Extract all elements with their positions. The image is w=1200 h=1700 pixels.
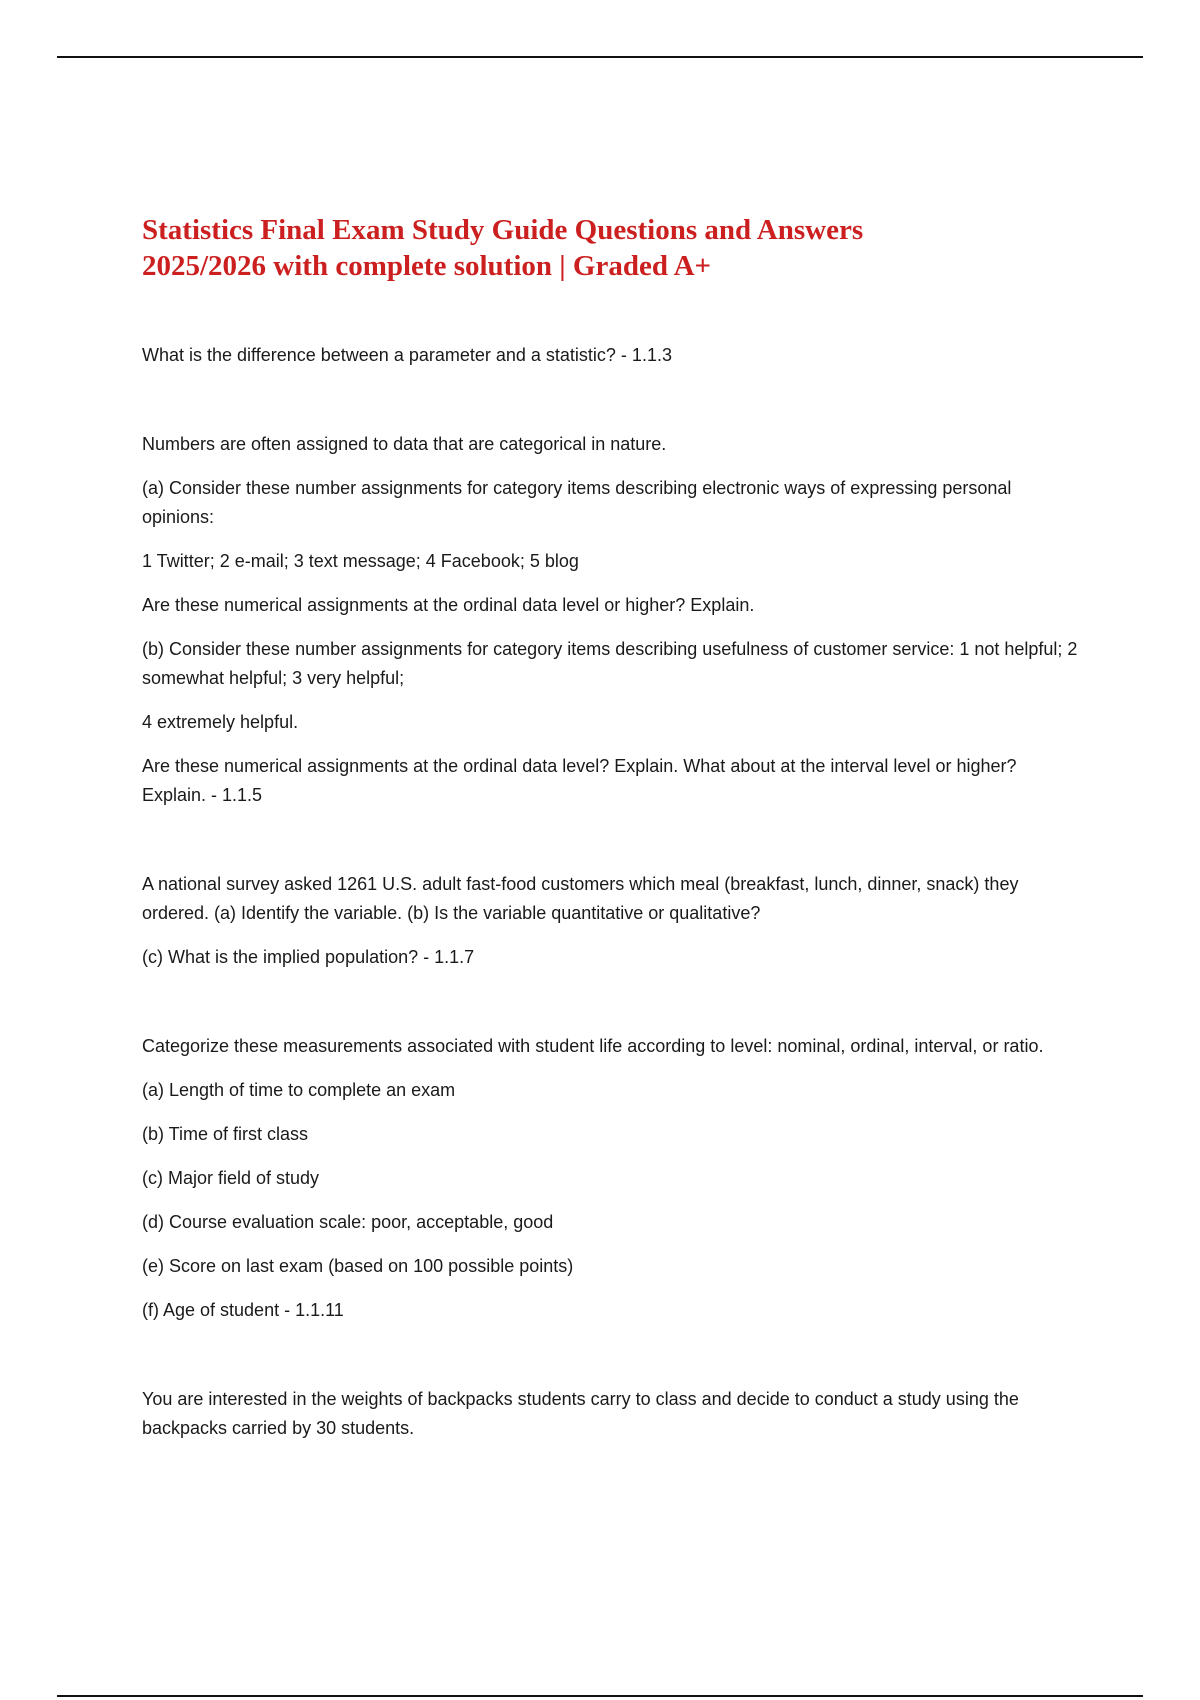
question-block-2 — [142, 430, 1082, 810]
question-block-4 — [142, 1032, 1082, 1325]
question-text: 1 Twitter; 2 e-mail; 3 text message; 4 Facebook; 5 blog — [142, 551, 579, 571]
question-block-3 — [142, 870, 1082, 972]
question-text: (b) Time of first class — [142, 1124, 309, 1144]
question-text: (b) Consider these number assignments for category items describing usefulness of customer service: 1 not helpful; 2 somewhat helpful; 3 very helpful; — [142, 639, 1078, 688]
question-text: What is the difference between a parameter and a statistic? - 1.1.3 — [142, 345, 672, 365]
header-rule — [57, 56, 1143, 58]
document-title — [142, 212, 1082, 284]
question-text: (c) What is the implied population? - 1.1.7 — [142, 947, 475, 967]
question-text: A national survey asked 1261 U.S. adult fast-food customers which meal (breakfast, lunch, dinner, snack) they ordered. (a) Identify the variable. (b) Is the variable quantitative or qualitative? — [142, 874, 1019, 923]
question-text: Numbers are often assigned to data that are categorical in nature. — [142, 434, 667, 454]
question-text: Categorize these measurements associated with student life according to level: nominal, ordinal, interval, or ratio. — [142, 1036, 1044, 1056]
question-block-1 — [142, 341, 1082, 370]
question-text: (a) Consider these number assignments for category items describing electronic ways of expressing personal opinions: — [142, 478, 1012, 527]
question-text: Are these numerical assignments at the ordinal data level or higher? Explain. — [142, 595, 755, 615]
document-title-line-2: 2025/2026 with complete solution | Graded A+ — [142, 250, 712, 282]
question-text: Are these numerical assignments at the ordinal data level? Explain. What about at the interval level or higher? Explain. - 1.1.5 — [142, 756, 1017, 805]
question-text: (c) Major field of study — [142, 1168, 320, 1188]
question-text: (f) Age of student - 1.1.11 — [142, 1300, 344, 1320]
question-text: (a) Length of time to complete an exam — [142, 1080, 456, 1100]
document-title-line-1: Statistics Final Exam Study Guide Questions and Answers — [142, 214, 864, 246]
footer-rule — [57, 1695, 1143, 1697]
question-text: (d) Course evaluation scale: poor, acceptable, good — [142, 1212, 554, 1232]
document-body — [142, 212, 1082, 1458]
question-text: You are interested in the weights of backpacks students carry to class and decide to conduct a study using the backpacks carried by 30 students. — [142, 1389, 1019, 1438]
question-text: 4 extremely helpful. — [142, 712, 299, 732]
question-block-5 — [142, 1385, 1082, 1443]
question-text: (e) Score on last exam (based on 100 possible points) — [142, 1256, 574, 1276]
